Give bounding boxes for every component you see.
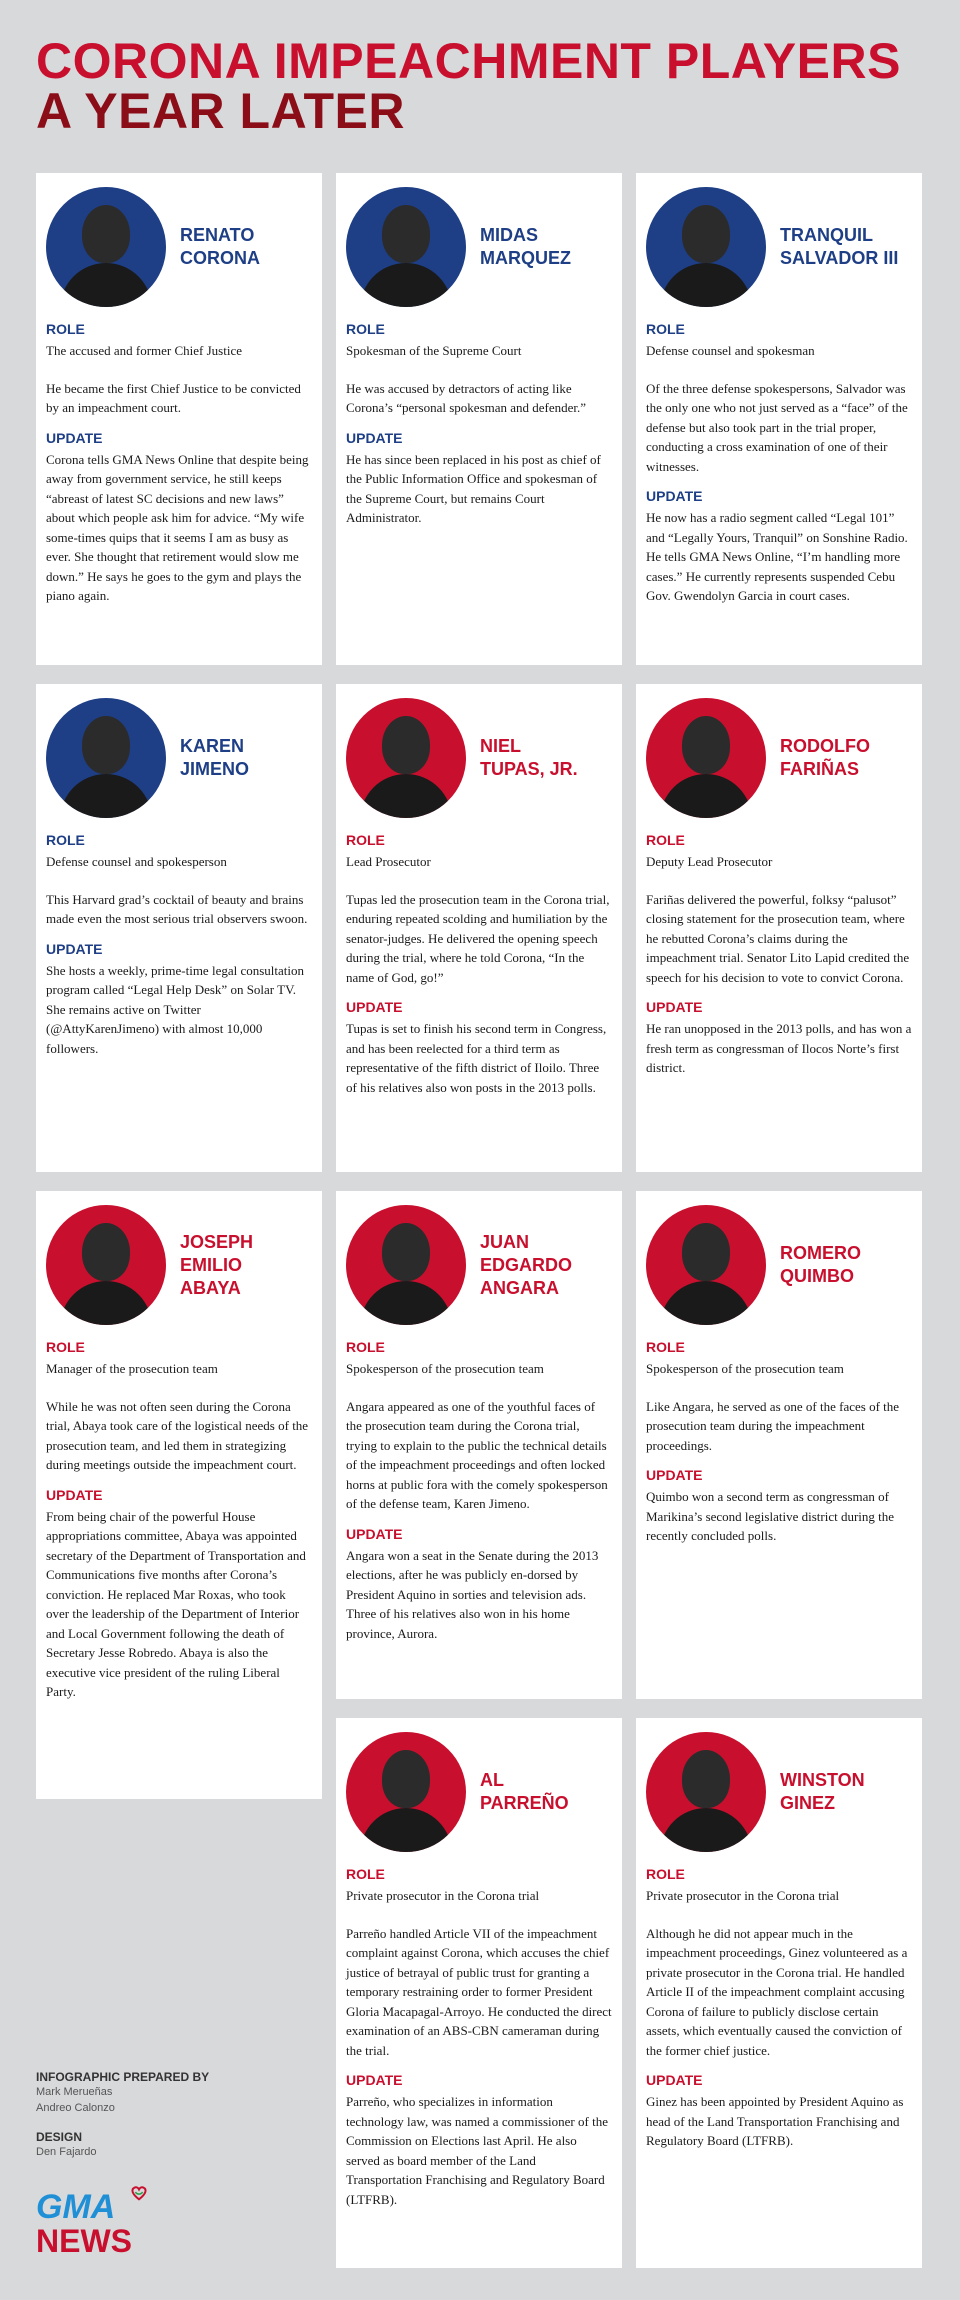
player-card-ginez bbox=[636, 1718, 922, 2268]
heart-logo-icon bbox=[130, 2184, 148, 2202]
role-label: ROLE bbox=[346, 1866, 385, 1882]
update-label: UPDATE bbox=[346, 429, 403, 446]
player-card-quimbo bbox=[636, 1191, 922, 1699]
role-label: ROLE bbox=[646, 321, 685, 337]
logo-news-text: NEWS bbox=[36, 2223, 132, 2259]
role-label: ROLE bbox=[46, 1339, 85, 1355]
title-line-1: CORONA IMPEACHMENT PLAYERS bbox=[36, 33, 901, 89]
gma-news-logo bbox=[36, 2190, 132, 2258]
update-text: Quimbo won a second term as congressman of Marikina’s second legislative district during the recently concluded polls. bbox=[646, 1489, 895, 1543]
role-label: ROLE bbox=[346, 832, 385, 848]
update-text: Angara won a seat in the Senate during the 2013 elections, after he was publicly en-dorsed by President Aquino in sorties and television ads. Three of his relatives also won in his home province, Aurora. bbox=[346, 1547, 599, 1641]
update-label: UPDATE bbox=[646, 488, 703, 504]
logo-gma-text: GMA bbox=[36, 2188, 116, 2226]
role-text: Lead Prosecutor bbox=[346, 854, 431, 869]
portrait-photo bbox=[346, 187, 466, 307]
player-card-tupas bbox=[336, 684, 622, 1172]
update-text: Corona tells GMA News Online that despite being away from government service, he still keeps “abreast of latest SC decisions and new laws” about which people ask him for advice. “My wife some-times quips that it seems I am as busy as ever. She thought that retirement would slow me down.” He says he goes to the gym and plays the piano again. bbox=[46, 451, 309, 603]
update-label: UPDATE bbox=[646, 1467, 703, 1483]
player-name: RENATO CORONA bbox=[180, 225, 260, 268]
description-text: Although he did not appear much in the impeachment proceedings, Ginez volunteered as a private prosecutor in the Corona trial. He handled Article II of the impeachment complaint accusing Corona of failure to publicly disclose certain assets, which eventually caused the conviction of the former chief justice. bbox=[646, 1925, 908, 2058]
update-text: She hosts a weekly, prime-time legal consultation program called “Legal Help Desk” on Solar TV. She remains active on Twitter (@AttyKarenJimeno) with almost 10,000 followers. bbox=[46, 962, 305, 1056]
prepared-by-name: Andreo Calonzo bbox=[36, 2102, 115, 2114]
title-line-2: A YEAR LATER bbox=[36, 83, 405, 139]
player-name: KAREN JIMENO bbox=[180, 736, 250, 779]
description-text: While he was not often seen during the Corona trial, Abaya took care of the logistical needs of the prosecution team, and led them in strategizing during meetings outside the impeachment court. bbox=[46, 1398, 309, 1472]
role-label: ROLE bbox=[646, 1339, 685, 1355]
player-name: ROMERO QUIMBO bbox=[780, 1243, 861, 1286]
update-text: He now has a radio segment called “Legal 101” and “Legally Yours, Tranquil” on Sonshine Radio. He tells GMA News Online, “I’m handling more cases.” He currently represents suspended Cebu Gov. Gwendolyn Garcia in court cases. bbox=[646, 510, 908, 603]
player-name: JUAN EDGARDO ANGARA bbox=[480, 1231, 573, 1298]
role-text: Private prosecutor in the Corona trial bbox=[646, 1888, 840, 1903]
description-text: He was accused by detractors of acting like Corona’s “personal spokesman and defender.” bbox=[346, 380, 587, 415]
update-label: UPDATE bbox=[346, 2072, 403, 2088]
player-card-farinas bbox=[636, 684, 922, 1172]
update-text: He ran unopposed in the 2013 polls, and has won a fresh term as congressman of Ilocos Norte’s first district. bbox=[646, 1021, 912, 1075]
portrait-photo bbox=[46, 698, 166, 818]
portrait-photo bbox=[646, 1732, 766, 1852]
player-name: JOSEPH EMILIO ABAYA bbox=[180, 1231, 254, 1298]
player-card-salvador bbox=[636, 173, 922, 665]
portrait-photo bbox=[346, 1732, 466, 1852]
description-text: Tupas led the prosecution team in the Corona trial, enduring repeated scolding and humiliation by the senator-judges. He delivered the opening speech during the trial, where he told Corona, “In the name of God, go!” bbox=[346, 891, 610, 985]
description-text: This Harvard grad’s cocktail of beauty and brains made even the most serious trial observers swoon. bbox=[46, 891, 308, 926]
role-label: ROLE bbox=[646, 832, 685, 848]
player-name: TRANQUIL SALVADOR III bbox=[780, 225, 899, 268]
role-text: Private prosecutor in the Corona trial bbox=[346, 1888, 540, 1903]
role-text: Manager of the prosecution team bbox=[46, 1361, 218, 1376]
update-label: UPDATE bbox=[46, 1486, 103, 1503]
player-card-abaya bbox=[36, 1191, 322, 1799]
portrait-photo bbox=[646, 187, 766, 307]
update-text: He has since been replaced in his post as chief of the Public Information Office and spokesman of the Supreme Court, but remains Court Administrator. bbox=[346, 451, 601, 525]
role-text: Deputy Lead Prosecutor bbox=[646, 854, 773, 869]
role-label: ROLE bbox=[646, 1866, 685, 1882]
description-text: Parreño handled Article VII of the impeachment complaint against Corona, which accuses the chief justice of betrayal of public trust for granting a temporary restraining order to former President Gloria Macapagal-Arroyo. He conducted the direct examination of an ABS-CBN cameraman during the trial. bbox=[346, 1925, 612, 2058]
update-text: Parreño, who specializes in information technology law, was named a commissioner of the Commission on Elections last April. He also served as board member of the Land Transportation Franchising and Regulatory Board (LTFRB). bbox=[346, 2094, 608, 2207]
update-text: From being chair of the powerful House appropriations committee, Abaya was appointed secretary of the Department of Transportation and Communications five months after Corona’s conviction. He replaced Mar Roxas, who took over the leadership of the Department of Interior and Local Government following the death of Secretary Jesse Robredo. Abaya is also the executive vice president of the ruling Liberal Party. bbox=[46, 1508, 306, 1699]
player-name: MIDAS MARQUEZ bbox=[480, 225, 571, 268]
description-text: Angara appeared as one of the youthful faces of the prosecution team during the Corona trial, trying to explain to the public the technical details of the impeachment proceedings and often locked horns at public fora with the comely spokesperson of the defense team, Karen Jimeno. bbox=[346, 1398, 608, 1511]
description-text: He became the first Chief Justice to be convicted by an impeachment court. bbox=[46, 380, 301, 415]
role-text: Defense counsel and spokesman bbox=[646, 343, 815, 358]
role-text: The accused and former Chief Justice bbox=[46, 343, 243, 358]
portrait-photo bbox=[646, 698, 766, 818]
player-card-corona bbox=[36, 173, 322, 665]
player-card-angara bbox=[336, 1191, 622, 1699]
portrait-photo bbox=[46, 1205, 166, 1325]
prepared-by-label: INFOGRAPHIC PREPARED BY bbox=[36, 2070, 210, 2084]
role-label: ROLE bbox=[346, 1339, 385, 1355]
update-label: UPDATE bbox=[46, 429, 103, 446]
description-text: Like Angara, he served as one of the faces of the prosecution team during the impeachment proceedings. bbox=[646, 1398, 900, 1453]
update-text: Ginez has been appointed by President Aquino as head of the Land Transportation Franchising and Regulatory Board (LTFRB). bbox=[646, 2094, 904, 2148]
update-label: UPDATE bbox=[346, 999, 403, 1015]
portrait-photo bbox=[46, 187, 166, 307]
update-label: UPDATE bbox=[646, 2072, 703, 2088]
player-card-jimeno bbox=[36, 684, 322, 1172]
update-label: UPDATE bbox=[346, 1525, 403, 1542]
role-text: Defense counsel and spokesperson bbox=[46, 854, 227, 869]
prepared-by-name: Mark Merueñas bbox=[36, 2086, 113, 2098]
player-name: WINSTON GINEZ bbox=[780, 1770, 865, 1813]
player-name: NIEL TUPAS, JR. bbox=[480, 736, 578, 779]
player-name: AL PARREÑO bbox=[480, 1770, 569, 1813]
player-card-parreno bbox=[336, 1718, 622, 2268]
update-label: UPDATE bbox=[646, 999, 703, 1015]
portrait-photo bbox=[346, 1205, 466, 1325]
portrait-photo bbox=[646, 1205, 766, 1325]
design-name: Den Fajardo bbox=[36, 2146, 97, 2158]
update-label: UPDATE bbox=[46, 940, 103, 957]
player-card-marquez bbox=[336, 173, 622, 665]
role-text: Spokesman of the Supreme Court bbox=[346, 343, 522, 358]
role-text: Spokesperson of the prosecution team bbox=[646, 1361, 844, 1376]
page-title bbox=[36, 33, 901, 139]
description-text: Fariñas delivered the powerful, folksy “palusot” closing statement for the prosecution team, where he rebutted Corona’s claims during the impeachment trial. Senator Lito Lapid credited the speech for his decision to vote to convict Corona. bbox=[646, 891, 910, 985]
update-text: Tupas is set to finish his second term in Congress, and has been reelected for a third term as representative of the fifth district of Iloilo. Three of his relatives also won posts in the 2013 polls. bbox=[346, 1021, 607, 1095]
portrait-photo bbox=[346, 698, 466, 818]
role-label: ROLE bbox=[46, 321, 85, 337]
role-label: ROLE bbox=[46, 832, 85, 848]
description-text: Of the three defense spokespersons, Salvador was the only one who not just served as a “face” of the defense but also took part in the trial proper, conducting a cross examination of one of their witnesses. bbox=[646, 380, 908, 474]
design-label: DESIGN bbox=[36, 2130, 83, 2144]
role-label: ROLE bbox=[346, 321, 385, 337]
credits bbox=[36, 2060, 209, 2160]
role-text: Spokesperson of the prosecution team bbox=[346, 1361, 544, 1376]
player-name: RODOLFO FARIÑAS bbox=[780, 736, 870, 779]
